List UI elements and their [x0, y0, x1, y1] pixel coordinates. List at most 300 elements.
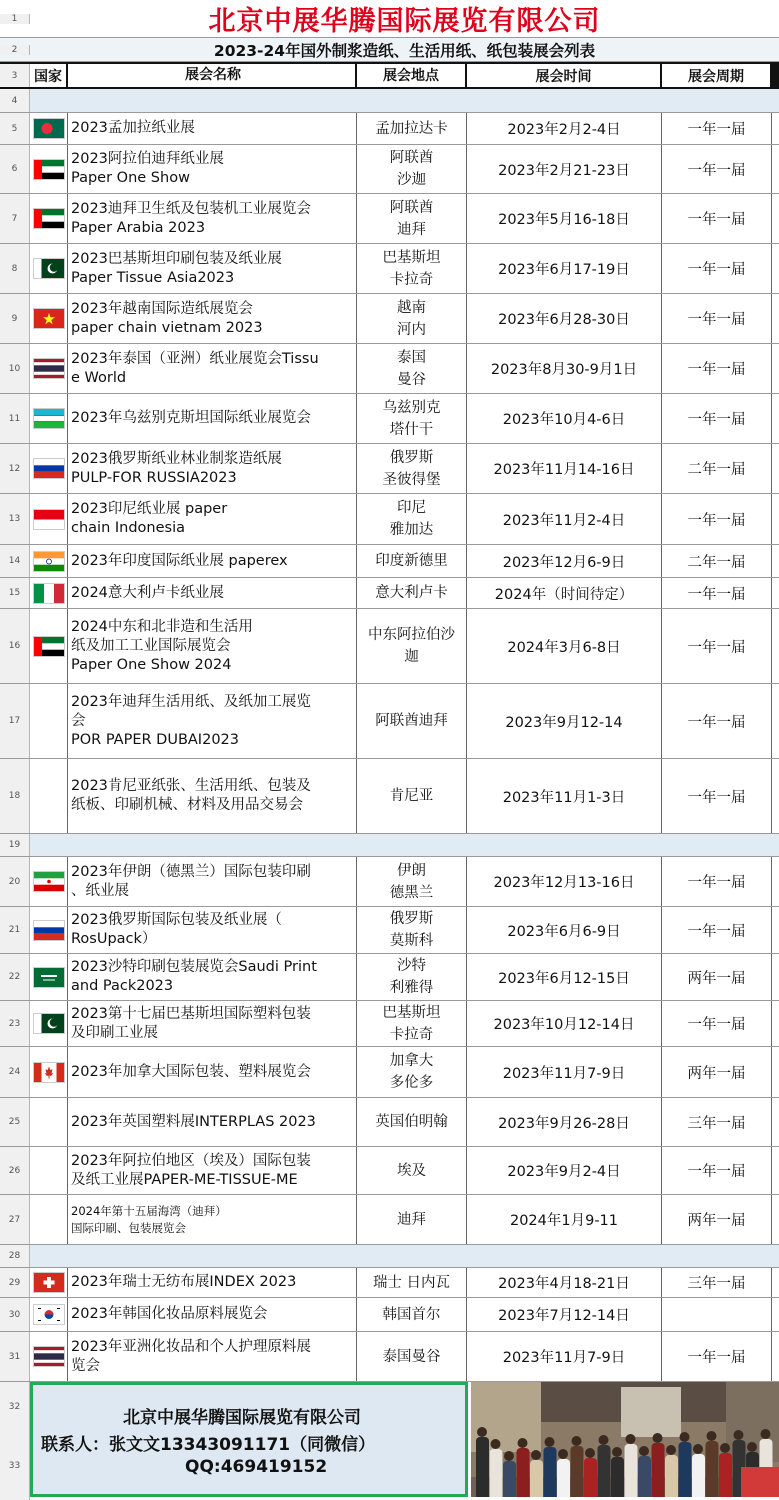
contact-qq: QQ:469419152 [185, 1457, 328, 1477]
exhibition-cycle[interactable] [662, 578, 772, 608]
exhibition-name[interactable] [68, 1147, 357, 1194]
exhibition-row [0, 113, 779, 145]
exhibition-time[interactable] [467, 759, 662, 833]
exhibition-time-text: 2023年9月12-14 [505, 714, 623, 731]
exhibition-location-text: 阿联酋 沙迦 [389, 150, 434, 188]
exhibition-name-text: 2023阿拉伯迪拜纸业展 Paper One Show [71, 151, 224, 186]
exhibition-cycle-text: 二年一届 [687, 554, 746, 571]
exhibition-time[interactable] [467, 294, 662, 343]
exhibition-location-text: 埃及 [397, 1162, 426, 1179]
row-number[interactable]: 10 [0, 344, 30, 393]
exhibition-name-text: 2023年越南国际造纸展览会 paper chain vietnam 2023 [71, 300, 263, 336]
country-flag-cell [30, 1332, 68, 1381]
row-number[interactable]: 9 [0, 294, 30, 343]
exhibition-row [0, 194, 779, 244]
exhibition-cycle[interactable] [662, 1298, 772, 1331]
switzerland-flag [34, 1273, 64, 1292]
exhibition-time[interactable] [467, 145, 662, 193]
exhibition-cycle-text: 一年一届 [687, 312, 746, 328]
exhibition-name[interactable] [68, 545, 357, 577]
exhibition-cycle-text: 一年一届 [687, 1350, 746, 1366]
exhibition-cycle[interactable] [662, 344, 772, 393]
exhibition-location[interactable] [357, 1298, 467, 1331]
country-flag-cell [30, 684, 68, 758]
exhibition-name-text: 2023年韩国化妆品原料展览会 [71, 1306, 268, 1322]
exhibition-location[interactable] [357, 294, 467, 343]
exhibition-time[interactable] [467, 444, 662, 493]
exhibition-name[interactable] [68, 494, 357, 544]
exhibition-cycle-text: 一年一届 [687, 586, 746, 603]
exhibition-name-text: 2023年乌兹别克斯坦国际纸业展览会 [71, 410, 311, 426]
country-flag-cell [30, 1298, 68, 1331]
exhibition-location-text: 泰国 曼谷 [397, 349, 426, 388]
country-flag-cell [30, 1047, 68, 1097]
exhibition-time[interactable] [467, 954, 662, 1000]
row-pad [772, 444, 779, 493]
exhibition-location-text: 乌兹别克 塔什干 [382, 399, 441, 438]
header-time-text: 展会时间 [535, 68, 592, 85]
exhibition-name-text: 2023俄罗斯国际包装及纸业展（ RosUpack） [71, 912, 282, 947]
exhibition-time[interactable] [467, 1001, 662, 1046]
iran-flag [34, 872, 64, 891]
exhibition-location-text: 泰国曼谷 [382, 1348, 441, 1365]
exhibition-name-text: 2023印尼纸业展 paper chain Indonesia [71, 501, 228, 536]
exhibition-location[interactable] [357, 1195, 467, 1244]
italy-flag [34, 584, 64, 603]
exhibition-name[interactable] [68, 294, 357, 343]
exhibition-time[interactable] [467, 344, 662, 393]
row-pad [772, 545, 779, 577]
country-flag-cell [30, 113, 68, 144]
row-number[interactable]: 13 [0, 494, 30, 544]
exhibition-cycle[interactable] [662, 244, 772, 293]
exhibition-name[interactable] [68, 954, 357, 1000]
row-number[interactable]: 14 [0, 545, 30, 577]
exhibition-name-text: 2023肯尼亚纸张、生活用纸、包装及 纸板、印刷机械、材料及用品交易会 [71, 778, 311, 813]
russia-flag [34, 921, 64, 940]
row-pad [772, 113, 779, 144]
exhibition-time[interactable] [467, 1098, 662, 1146]
exhibition-cycle-text: 一年一届 [687, 122, 746, 138]
exhibition-cycle[interactable] [662, 1195, 772, 1244]
exhibition-time-text: 2023年11月2-4日 [502, 512, 626, 529]
exhibition-cycle[interactable] [662, 294, 772, 343]
exhibition-location-text: 孟加拉达卡 [375, 120, 448, 137]
exhibition-name[interactable] [68, 857, 357, 906]
exhibition-time[interactable] [467, 857, 662, 906]
exhibition-location[interactable] [357, 1332, 467, 1381]
country-flag-cell [30, 907, 68, 953]
exhibition-location-text: 阿联酋 迪拜 [389, 199, 434, 238]
row-number[interactable]: 8 [0, 244, 30, 293]
exhibition-name-text: 2023年英国塑料展INTERPLAS 2023 [71, 1113, 316, 1130]
vietnam-flag [34, 309, 64, 328]
exhibition-cycle[interactable] [662, 1001, 772, 1046]
country-flag-cell [30, 444, 68, 493]
thailand-flag [34, 1347, 64, 1366]
india-flag [34, 552, 64, 571]
exhibition-time-text: 2023年11月14-16日 [493, 462, 635, 478]
header-country [30, 64, 68, 87]
exhibition-time-text: 2024年（时间待定） [494, 586, 634, 603]
exhibition-time-text: 2023年9月26-28日 [498, 1115, 630, 1132]
row-pad [772, 294, 779, 343]
exhibition-location-text: 意大利卢卡 [375, 585, 448, 601]
exhibition-row [0, 1001, 779, 1047]
russia-flag [34, 459, 64, 478]
exhibition-location[interactable] [357, 1147, 467, 1194]
exhibition-cycle[interactable] [662, 907, 772, 953]
exhibition-cycle-text: 一年一届 [687, 412, 746, 428]
exhibition-name[interactable] [68, 1001, 357, 1046]
country-flag-cell [30, 244, 68, 293]
exhibition-time[interactable] [467, 194, 662, 243]
row-pad [772, 244, 779, 293]
exhibition-name[interactable] [68, 1098, 357, 1146]
exhibition-location-text: 英国伯明翰 [375, 1114, 448, 1130]
spreadsheet-row [0, 834, 779, 857]
exhibition-row [0, 145, 779, 194]
country-flag-cell [30, 145, 68, 193]
row-number[interactable]: 19 [0, 834, 30, 856]
spreadsheet-row [0, 89, 779, 113]
exhibition-cycle[interactable] [662, 1332, 772, 1381]
exhibition-row [0, 1268, 779, 1298]
exhibition-location[interactable] [357, 545, 467, 577]
row-pad [772, 578, 779, 608]
row-number[interactable]: 16 [0, 609, 30, 683]
exhibition-name-text: 2023年阿拉伯地区（埃及）国际包装 及纸工业展PAPER-ME-TISSUE-ME [71, 1152, 311, 1188]
country-flag-cell [30, 344, 68, 393]
exhibition-time-text: 2023年7月12-14日 [498, 1308, 630, 1324]
exhibition-cycle-text: 两年一届 [687, 1213, 746, 1229]
exhibition-cycle[interactable] [662, 494, 772, 544]
exhibition-cycle-text: 一年一届 [687, 875, 746, 891]
uae-flag [34, 637, 64, 656]
row-number[interactable]: 20 [0, 857, 30, 906]
exhibition-location[interactable] [357, 494, 467, 544]
contact-person: 联系人：张文文13343091171（同微信） [41, 1435, 376, 1455]
exhibition-time[interactable] [467, 113, 662, 144]
spreadsheet-row [0, 38, 779, 62]
row-number[interactable]: 33 [0, 1432, 30, 1500]
exhibition-time-text: 2023年8月30-9月1日 [490, 362, 638, 378]
exhibition-time-text: 2024年1月9-11 [509, 1213, 619, 1229]
row-number[interactable]: 27 [0, 1195, 30, 1244]
exhibition-cycle-text: 一年一届 [687, 212, 746, 228]
exhibition-time[interactable] [467, 907, 662, 953]
country-flag-cell [30, 759, 68, 833]
exhibition-location[interactable] [357, 444, 467, 493]
exhibition-name-text: 2023第十七届巴基斯坦国际塑料包装 及印刷工业展 [71, 1005, 311, 1041]
exhibition-time[interactable] [467, 1195, 662, 1244]
exhibition-name-text: 2023年亚洲化妆品和个人护理原料展 览会 [71, 1338, 311, 1374]
row-number[interactable]: 23 [0, 1001, 30, 1046]
exhibition-name-text: 2024意大利卢卡纸业展 [71, 584, 224, 601]
row-pad [772, 344, 779, 393]
exhibition-name[interactable] [68, 907, 357, 953]
row-number[interactable]: 2 [0, 45, 30, 55]
exhibition-time[interactable] [467, 1047, 662, 1097]
row-number[interactable]: 4 [0, 89, 30, 112]
exhibition-location-text: 印尼 雅加达 [389, 500, 434, 538]
exhibition-row [0, 344, 779, 394]
exhibition-name[interactable] [68, 444, 357, 493]
exhibition-cycle[interactable] [662, 684, 772, 758]
exhibition-name[interactable] [68, 394, 357, 443]
exhibition-time-text: 2023年6月6-9日 [507, 923, 621, 940]
exhibition-cycle-text: 一年一届 [687, 923, 746, 940]
row-pad [772, 1147, 779, 1194]
exhibition-cycle-text: 两年一届 [687, 970, 746, 987]
row-pad [772, 1098, 779, 1146]
exhibition-cycle-text: 三年一届 [687, 1276, 746, 1292]
saudi-flag [34, 968, 64, 987]
header-location [357, 64, 467, 87]
exhibition-location[interactable] [357, 684, 467, 758]
exhibition-cycle[interactable] [662, 1047, 772, 1097]
row-pad [772, 857, 779, 906]
row-number[interactable]: 32 [0, 1382, 30, 1432]
exhibition-row [0, 857, 779, 907]
exhibition-time-text: 2023年9月2-4日 [507, 1164, 621, 1180]
exhibition-name-text: 2023年瑞士无纺布展INDEX 2023 [71, 1274, 297, 1290]
exhibition-location[interactable] [357, 244, 467, 293]
row-number[interactable]: 26 [0, 1147, 30, 1194]
country-flag-cell [30, 578, 68, 608]
exhibition-time[interactable] [467, 1298, 662, 1331]
exhibition-row [0, 1298, 779, 1332]
exhibition-time-text: 2023年6月12-15日 [498, 970, 630, 987]
row-number[interactable]: 5 [0, 113, 30, 144]
header-location-text: 展会地点 [383, 67, 439, 84]
exhibition-name-text: 2023沙特印刷包装展览会Saudi Print and Pack2023 [71, 959, 317, 994]
exhibition-time-text: 2023年12月6-9日 [502, 554, 626, 571]
exhibition-name-text: 2023年泰国（亚洲）纸业展览会Tissu e World [71, 350, 319, 386]
row-number[interactable]: 12 [0, 444, 30, 493]
exhibition-cycle[interactable] [662, 145, 772, 193]
exhibition-name-text: 2023年加拿大国际包装、塑料展览会 [71, 1063, 311, 1080]
exhibition-location-text: 沙特 利雅得 [389, 958, 434, 996]
exhibition-cycle[interactable] [662, 609, 772, 683]
row-pad [772, 1298, 779, 1331]
exhibition-time[interactable] [467, 1332, 662, 1381]
row-pad [772, 194, 779, 243]
exhibition-row [0, 1098, 779, 1147]
exhibition-name[interactable] [68, 344, 357, 393]
header-cycle-text: 展会周期 [688, 68, 744, 85]
section-separator [30, 89, 779, 112]
row-number[interactable]: 11 [0, 394, 30, 443]
exhibition-name[interactable] [68, 1268, 357, 1297]
exhibition-time[interactable] [467, 244, 662, 293]
exhibition-cycle[interactable] [662, 444, 772, 493]
country-flag-cell [30, 494, 68, 544]
exhibition-cycle[interactable] [662, 545, 772, 577]
exhibition-name-text: 2024年第十五届海湾（迪拜） 国际印刷、包装展览会 [71, 1203, 227, 1235]
exhibition-name[interactable] [68, 1047, 357, 1097]
exhibition-cycle[interactable] [662, 857, 772, 906]
row-number[interactable]: 15 [0, 578, 30, 608]
exhibition-name[interactable] [68, 759, 357, 833]
exhibition-location-text: 阿联酋迪拜 [375, 713, 448, 729]
exhibition-location[interactable] [357, 113, 467, 144]
header-country-text: 国家 [34, 68, 62, 85]
exhibition-cycle[interactable] [662, 1268, 772, 1297]
exhibition-time-text: 2023年11月1-3日 [502, 789, 626, 806]
row-number[interactable]: 25 [0, 1098, 30, 1146]
exhibition-row [0, 578, 779, 609]
country-flag-cell [30, 1098, 68, 1146]
exhibition-location-text: 巴基斯坦 卡拉奇 [382, 249, 441, 288]
row-number[interactable]: 21 [0, 907, 30, 953]
row-number[interactable]: 24 [0, 1047, 30, 1097]
exhibition-cycle-text: 一年一届 [687, 512, 746, 529]
header-name-text: 展会名称 [185, 67, 241, 83]
row-number[interactable]: 29 [0, 1268, 30, 1297]
row-number[interactable]: 30 [0, 1298, 30, 1331]
exhibition-name[interactable] [68, 1195, 357, 1244]
exhibition-cycle[interactable] [662, 954, 772, 1000]
exhibition-name[interactable] [68, 609, 357, 683]
exhibition-location[interactable] [357, 857, 467, 906]
exhibition-location[interactable] [357, 578, 467, 608]
exhibition-time[interactable] [467, 1147, 662, 1194]
company-title: 北京中展华腾国际展览有限公司 [208, 6, 601, 37]
header-cycle [662, 64, 772, 87]
row-pad [772, 1195, 779, 1244]
table-subtitle: 2023-24年国外制浆造纸、生活用纸、纸包装展会列表 [213, 41, 596, 60]
exhibition-row [0, 1195, 779, 1245]
country-flag-cell [30, 1268, 68, 1297]
exhibition-name[interactable] [68, 1298, 357, 1331]
row-number[interactable]: 1 [0, 14, 30, 24]
exhibition-location-text: 迪拜 [397, 1211, 426, 1228]
exhibition-cycle[interactable] [662, 113, 772, 144]
row-pad [772, 759, 779, 833]
exhibition-name[interactable] [68, 578, 357, 608]
exhibition-time[interactable] [467, 1268, 662, 1297]
contact-company: 北京中展华腾国际展览有限公司 [123, 1408, 361, 1428]
exhibition-row [0, 244, 779, 294]
country-flag-cell [30, 609, 68, 683]
row-number[interactable]: 28 [0, 1245, 30, 1267]
exhibition-location[interactable] [357, 954, 467, 1000]
exhibition-row [0, 907, 779, 954]
row-number[interactable]: 22 [0, 954, 30, 1000]
row-pad [772, 1001, 779, 1046]
exhibition-time[interactable] [467, 578, 662, 608]
exhibition-location[interactable] [357, 194, 467, 243]
row-number[interactable]: 17 [0, 684, 30, 758]
exhibition-time-text: 2024年3月6-8日 [507, 639, 621, 656]
exhibition-time[interactable] [467, 684, 662, 758]
exhibition-cycle[interactable] [662, 394, 772, 443]
exhibition-location-text: 印度新德里 [375, 553, 448, 569]
exhibition-name[interactable] [68, 194, 357, 243]
exhibition-name[interactable] [68, 244, 357, 293]
header-time [467, 64, 662, 87]
row-pad [772, 907, 779, 953]
exhibition-row [0, 294, 779, 344]
exhibition-location[interactable] [357, 1001, 467, 1046]
bangladesh-flag [34, 119, 64, 138]
exhibition-cycle-text: 二年一届 [687, 462, 746, 478]
exhibition-row [0, 444, 779, 494]
exhibition-name-text: 2023巴基斯坦印刷包装及纸业展 Paper Tissue Asia2023 [71, 250, 282, 286]
country-flag-cell [30, 954, 68, 1000]
thailand-flag [34, 359, 64, 378]
row-number[interactable]: 7 [0, 194, 30, 243]
exhibition-row [0, 1332, 779, 1382]
row-number[interactable]: 31 [0, 1332, 30, 1381]
exhibition-location[interactable] [357, 907, 467, 953]
exhibition-cycle-text: 一年一届 [687, 362, 746, 378]
spreadsheet-row [0, 62, 779, 89]
country-flag-cell [30, 1001, 68, 1046]
exhibition-name[interactable] [68, 1332, 357, 1381]
exhibition-photo [471, 1382, 779, 1497]
exhibition-time-text: 2023年6月28-30日 [498, 312, 630, 328]
exhibition-name-text: 2023年迪拜生活用纸、及纸加工展览 会 POR PAPER DUBAI2023 [71, 693, 311, 748]
exhibition-time[interactable] [467, 545, 662, 577]
korea-flag [34, 1305, 64, 1324]
exhibition-location-text: 越南 河内 [397, 299, 426, 338]
row-pad [772, 954, 779, 1000]
exhibition-time-text: 2023年11月7-9日 [502, 1350, 626, 1366]
exhibition-cycle[interactable] [662, 194, 772, 243]
section-separator [30, 1245, 779, 1267]
exhibition-cycle-text: 一年一届 [687, 262, 746, 278]
row-pad [772, 145, 779, 193]
exhibition-cycle[interactable] [662, 759, 772, 833]
exhibition-time-text: 2023年5月16-18日 [498, 212, 630, 228]
exhibition-cycle-text: 一年一届 [687, 714, 746, 731]
exhibition-cycle[interactable] [662, 1098, 772, 1146]
row-number[interactable]: 6 [0, 145, 30, 193]
exhibition-location[interactable] [357, 344, 467, 393]
exhibition-time[interactable] [467, 394, 662, 443]
exhibition-location[interactable] [357, 394, 467, 443]
exhibition-location[interactable] [357, 609, 467, 683]
exhibition-name[interactable] [68, 684, 357, 758]
exhibition-time[interactable] [467, 494, 662, 544]
exhibition-cycle-text: 一年一届 [687, 789, 746, 806]
exhibition-time-text: 2023年10月12-14日 [493, 1017, 635, 1033]
country-flag-cell [30, 857, 68, 906]
exhibition-name[interactable] [68, 145, 357, 193]
exhibition-location[interactable] [357, 1098, 467, 1146]
uae-flag [34, 160, 64, 179]
exhibition-location-text: 俄罗斯 圣彼得堡 [382, 449, 441, 488]
exhibition-location[interactable] [357, 145, 467, 193]
exhibition-cycle[interactable] [662, 1147, 772, 1194]
exhibition-row [0, 494, 779, 545]
header-name [68, 64, 357, 87]
exhibition-location[interactable] [357, 1268, 467, 1297]
exhibition-location[interactable] [357, 1047, 467, 1097]
exhibition-time[interactable] [467, 609, 662, 683]
exhibition-location[interactable] [357, 759, 467, 833]
exhibition-name[interactable] [68, 113, 357, 144]
section-separator [30, 834, 779, 856]
row-number[interactable]: 3 [0, 64, 30, 87]
spreadsheet-row [0, 1245, 779, 1268]
exhibition-location-text: 伊朗 德黑兰 [389, 862, 434, 901]
exhibition-time-text: 2023年4月18-21日 [498, 1276, 630, 1292]
exhibition-row [0, 609, 779, 684]
row-number[interactable]: 18 [0, 759, 30, 833]
